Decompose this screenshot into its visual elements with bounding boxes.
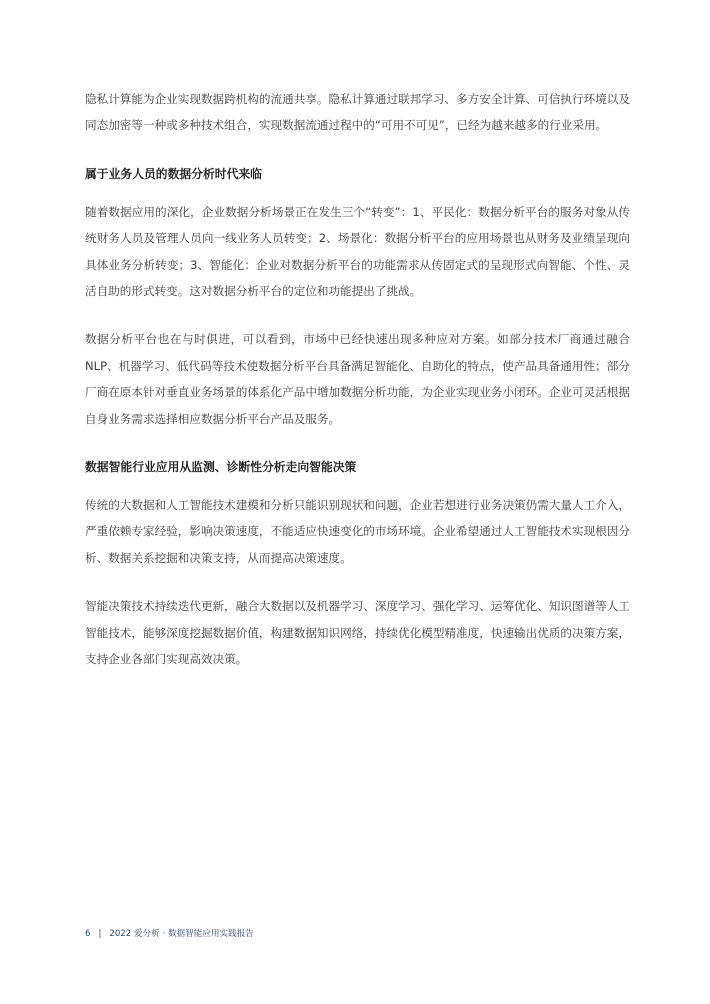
- document-body: [85, 86, 630, 695]
- page-footer: [85, 928, 254, 940]
- footer-separator: |: [98, 929, 102, 939]
- report-title: 2022 爱分析 · 数据智能应用实践报告: [109, 929, 254, 939]
- paragraph-platform-solutions: 数据分析平台也在与时俱进，可以看到，市场中已经快速出现多种应对方案。如部分技术厂商通过融合 NLP、机器学习、低代码等技术使数据分析平台具备满足智能化、自助化的特点，使产品具备通用性；部分厂商在原本针对垂直业务场景的体系化产品中增加数据分析功能，为企业实现业务小闭环。企业可灵活根据自身业务需求选择相应数据分析平台产品及服务。: [85, 332, 630, 426]
- paragraph-decision-technology: 智能决策技术持续迭代更新，融合大数据以及机器学习、深度学习、强化学习、运筹优化、知识图谱等人工智能技术，能够深度挖掘数据价值，构建数据知识网络，持续优化模型精准度，快速输出优质的决策方案，支持企业各部门实现高效决策。: [85, 599, 630, 667]
- section-heading-business-analytics: 属于业务人员的数据分析时代来临: [85, 166, 262, 181]
- paragraph-traditional-analysis: 传统的大数据和人工智能技术建模和分析只能识别现状和问题，企业若想进行业务决策仍需大量人工介入，严重依赖专家经验，影响决策速度，不能适应快速变化的市场环境。企业希望通过人工智能技术实现根因分析、数据关系挖掘和决策支持，从而提高决策速度。: [85, 498, 630, 565]
- paragraph-privacy-computing: 隐私计算能为企业实现数据跨机构的流通共享。隐私计算通过联邦学习、多方安全计算、可信执行环境以及同态加密等一种或多种技术组合，实现数据流通过程中的“可用不可见”，已经为越来越多的行业采用。: [85, 92, 630, 133]
- paragraph-three-transformations: 随着数据应用的深化，企业数据分析场景正在发生三个“转变”：1、平民化：数据分析平台的服务对象从传统财务人员及管理人员向一线业务人员转变；2、场景化：数据分析平台的应用场景也从财务及业绩呈现向具体业务分析转变；3、智能化：企业对数据分析平台的功能需求从传固定式的呈现形式向智能、个性、灵活自助的形式转变。这对数据分析平台的定位和功能提出了挑战。: [85, 204, 630, 299]
- page-number: 6: [85, 929, 91, 939]
- section-heading-intelligent-decision: 数据智能行业应用从监测、诊断性分析走向智能决策: [85, 460, 357, 475]
